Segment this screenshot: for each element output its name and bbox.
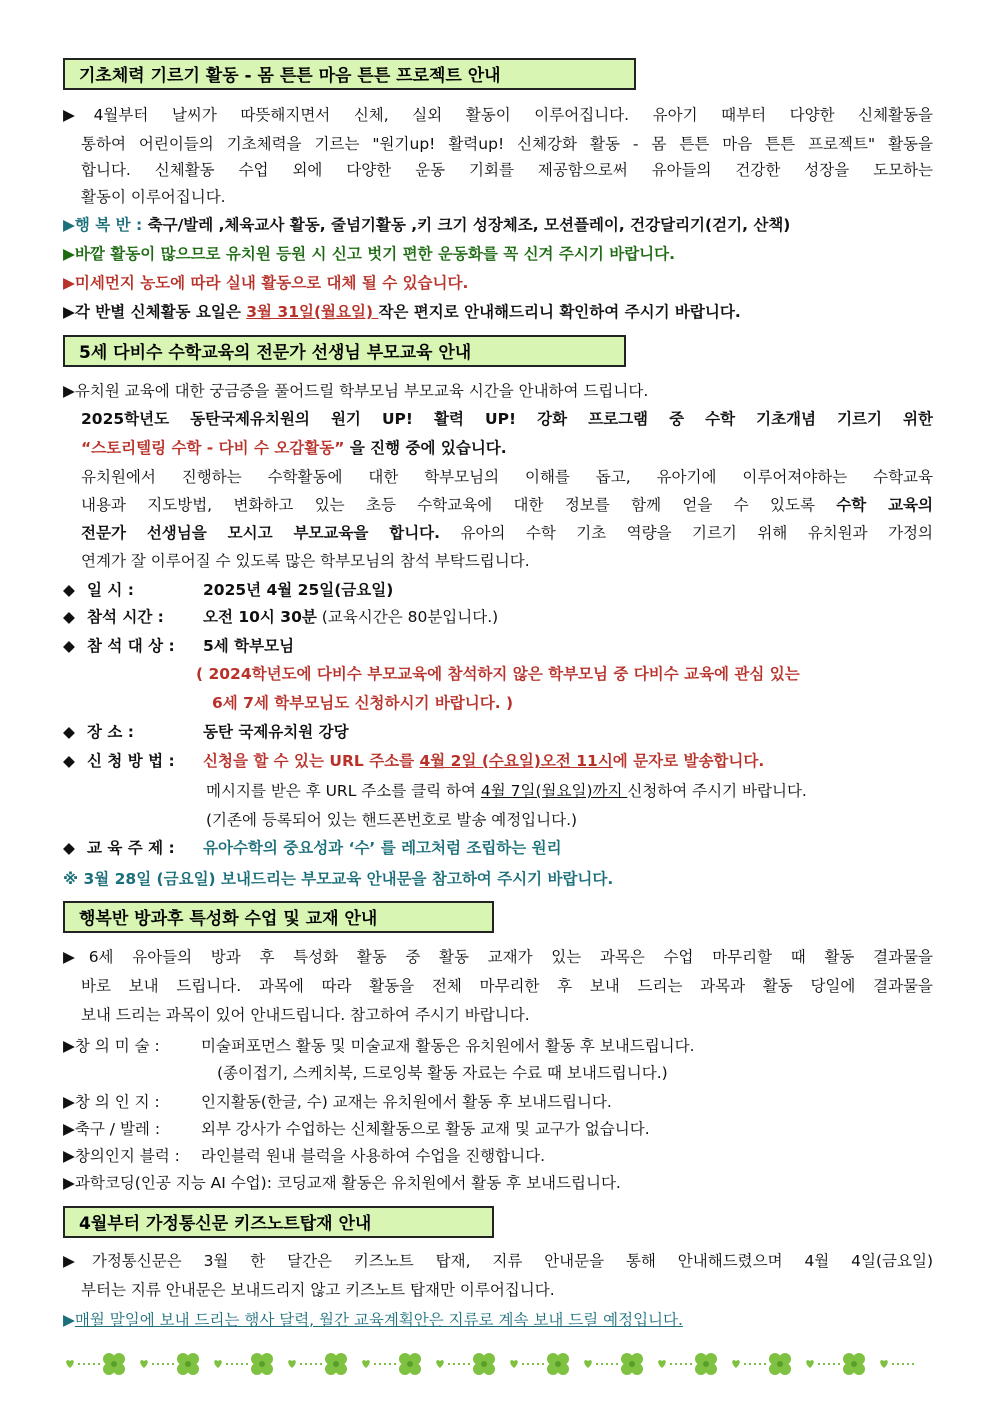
heart-icon xyxy=(658,1360,666,1368)
s2-time-value: 오전 10시 30분 xyxy=(203,608,317,626)
s2-program-line-2 xyxy=(81,433,951,463)
section-title-afterschool: 행복반 방과후 특성화 수업 및 교재 안내 xyxy=(63,901,494,933)
s2-apply-post: 에 문자로 발송합니다. xyxy=(612,752,765,770)
clover-icon xyxy=(251,1353,273,1375)
heart-icon xyxy=(66,1360,74,1368)
s2-place-value: 동탄 국제유치원 강당 xyxy=(203,723,349,741)
clover-icon xyxy=(621,1353,643,1375)
s3-para-line-3: 보내 드리는 과목이 있어 안내드립니다. 참고하여 주시기 바랍니다. xyxy=(81,1006,530,1024)
s2-program-name: “스토리텔링 수학 - 다비 수 오감활동” xyxy=(81,439,345,457)
s2-time-label: 참석 시간 : xyxy=(87,608,164,626)
heart-icon xyxy=(510,1360,518,1368)
s2-program-post: 을 진행 중에 있습니다. xyxy=(344,439,507,457)
s3-block-value: 라인블럭 원내 블럭을 사용하여 수업을 진행합니다. xyxy=(201,1147,545,1165)
s2-apply2-pre: 메시지를 받은 후 URL 주소를 클릭 하여 xyxy=(206,782,481,800)
s3-row-block xyxy=(63,1141,933,1171)
s2-program-line: 2025학년도 동탄국제유치원의 원기 UP! 활력 UP! 강화 프로그램 중 수학 기초개념 기르기 위한 xyxy=(81,410,933,428)
s1-para-line-3: 합니다. 신체활동 수업 외에 다양한 운동 기회를 제공함으로써 유아들의 건강한 성장을 도모하는 xyxy=(81,161,933,179)
s1-bullet-shoes: ▶바깥 활동이 많으므로 유치원 등원 시 신고 벗기 편한 운동화를 꼭 신겨 주시기 바랍니다. xyxy=(63,245,676,263)
diamond-bullet-icon: ◆ xyxy=(63,581,75,599)
clover-icon xyxy=(695,1353,717,1375)
section-title-parent-education: 5세 다비수 수학교육의 전문가 선생님 부모교육 안내 xyxy=(63,335,626,367)
s3-art-note: (종이접기, 스케치북, 드로잉북 활동 자료는 수료 때 보내드립니다.) xyxy=(217,1064,668,1082)
s2-topic-label: 교 육 주 제 : xyxy=(87,839,175,857)
s2-date-value: 2025년 4월 25일(금요일) xyxy=(203,581,394,599)
heart-icon xyxy=(880,1360,888,1368)
s3-block-label: ▶창의인지 블럭 : xyxy=(63,1147,180,1165)
s1-para-line-1: ▶4월부터 날씨가 따뜻해지면서 신체, 실외 활동이 이루어집니다. 유아기 때부터 다양한 신체활동을 xyxy=(63,106,933,124)
diamond-bullet-icon: ◆ xyxy=(63,752,75,770)
s3-para-line-1: ▶6세 유아들의 방과 후 특성화 활동 중 활동 교재가 있는 과목은 수업 마무리할 때 활동 결과물을 xyxy=(63,948,933,966)
s1-bullet-dust: ▶미세먼지 농도에 따라 실내 활동으로 대체 될 수 있습니다. xyxy=(63,274,469,292)
s1-bullet-class xyxy=(63,210,933,240)
s3-row-coding: ▶과학코딩(인공 지능 AI 수업): 코딩교재 활동은 유치원에서 활동 후 보내드립니다. xyxy=(63,1174,621,1192)
section-title-kidsnote: 4월부터 가정통신문 키즈노트탑재 안내 xyxy=(63,1206,494,1238)
s2-time-note: (교육시간은 80분입니다.) xyxy=(316,608,499,626)
s2-apply2-post: 신청하여 주시기 바랍니다. xyxy=(627,782,807,800)
s2-para-line-2 xyxy=(81,490,933,520)
s3-para-line-2: 바로 보내 드립니다. 과목에 따라 활동을 전체 마무리한 후 보내 드리는 과목과 활동 당일에 결과물을 xyxy=(81,977,933,995)
s2-target-note-1: ( 2024학년도에 다비수 부모교육에 참석하지 않은 학부모님 중 다비수 교육에 관심 있는 xyxy=(196,665,800,683)
s2-topic-value: 유아수학의 중요성과 ‘수’ 를 레고처럼 조립하는 원리 xyxy=(203,839,562,857)
diamond-bullet-icon: ◆ xyxy=(63,839,75,857)
s3-sports-label: ▶축구 / 발레 : xyxy=(63,1120,161,1138)
s1-para-line-2: 통하여 어린이들의 기초체력을 기르는 "원기up! 활력up! 신체강화 활동 - 몸 튼튼 마음 튼튼 프로젝트" 활동을 xyxy=(81,135,933,153)
s1-schedule-date: 3월 31일(월요일) xyxy=(246,303,379,321)
s1-para-line-4: 활동이 이루어집니다. xyxy=(81,188,226,206)
s2-apply-row-3: (기존에 등록되어 있는 핸드폰번호로 발송 예정입니다.) xyxy=(206,811,578,829)
heart-icon xyxy=(140,1360,148,1368)
s3-art-label: ▶창 의 미 술 : xyxy=(63,1037,160,1055)
s2-target-note-2: 6세 7세 학부모님도 신청하시기 바랍니다. ) xyxy=(212,694,514,712)
s1-class-label: 행 복 반 : xyxy=(74,216,148,234)
s2-para-line-1: 유치원에서 진행하는 수학활동에 대한 학부모님의 이해를 돕고, 유아기에 이루어져야하는 수학교육 xyxy=(81,468,933,486)
clover-border-decoration xyxy=(60,1346,940,1382)
s2-para-line-3-post: 유아의 수학 기초 역량을 기르기 위해 유치원과 가정의 xyxy=(440,524,933,542)
heart-icon xyxy=(288,1360,296,1368)
diamond-bullet-icon: ◆ xyxy=(63,723,75,741)
s1-bullet-marker: ▶ xyxy=(63,216,75,234)
s1-bullet-schedule xyxy=(63,297,933,327)
s2-date-row xyxy=(63,575,933,605)
s2-time-row xyxy=(63,602,933,632)
clover-icon xyxy=(843,1353,865,1375)
s2-target-label: 참 석 대 상 : xyxy=(87,637,175,655)
s2-reference-note: ※ 3월 28일 (금요일) 보내드리는 부모교육 안내문을 참고하여 주시기 바랍니다. xyxy=(63,870,614,888)
diamond-bullet-icon: ◆ xyxy=(63,608,75,626)
s2-date-label: 일 시 : xyxy=(87,581,134,599)
clover-icon xyxy=(399,1353,421,1375)
s2-place-row xyxy=(63,717,933,747)
clover-icon xyxy=(177,1353,199,1375)
s2-apply-pre: 신청을 할 수 있는 URL 주소를 xyxy=(203,752,420,770)
s2-apply-date: 4월 2일 (수요일)오전 11시 xyxy=(419,752,613,770)
s2-target-value: 5세 학부모님 xyxy=(203,637,295,655)
s3-row-sports xyxy=(63,1114,933,1144)
s2-place-label: 장 소 : xyxy=(87,723,134,741)
diamond-bullet-icon: ◆ xyxy=(63,637,75,655)
heart-icon xyxy=(436,1360,444,1368)
s2-para-line-4: 연계가 잘 이루어질 수 있도록 많은 학부모님의 참석 부탁드립니다. xyxy=(81,552,530,570)
s4-monthly-text: 매월 말일에 보내 드리는 행사 달력, 월간 교육계획안은 지류로 계속 보내 드릴 예정입니다. xyxy=(74,1311,683,1329)
s2-intro: ▶유치원 교육에 대한 궁금증을 풀어드릴 학부모님 부모교육 시간을 안내하여 드립니다. xyxy=(63,382,649,400)
clover-icon xyxy=(473,1353,495,1375)
clover-icon xyxy=(769,1353,791,1375)
s4-monthly-note xyxy=(63,1305,933,1335)
s4-para-line-1: ▶가정통신문은 3월 한 달간은 키즈노트 탑재, 지류 안내문을 통해 안내해드렸으며 4월 4일(금요일) xyxy=(63,1252,933,1270)
s3-cognition-label: ▶창 의 인 지 : xyxy=(63,1093,160,1111)
s2-para-line-2-bold: 수학 교육의 xyxy=(836,496,933,514)
heart-icon xyxy=(732,1360,740,1368)
s2-para-line-3 xyxy=(81,518,933,548)
clover-icon xyxy=(103,1353,125,1375)
s2-para-line-2-pre: 내용과 지도방법, 변화하고 있는 초등 수학교육에 대한 정보를 함께 얻을 수 있도록 xyxy=(81,496,837,514)
s1-class-activities: 축구/발레 ,체육교사 활동, 줄넘기활동 ,키 크기 성장체조, 모션플레이, 건강달리기(걷기, 산책) xyxy=(147,216,791,234)
s3-row-cognition xyxy=(63,1087,933,1117)
s3-row-art xyxy=(63,1031,933,1061)
heart-icon xyxy=(214,1360,222,1368)
s3-sports-value: 외부 강사가 수업하는 신체활동으로 활동 교재 및 교구가 없습니다. xyxy=(201,1120,650,1138)
s3-cognition-value: 인지활동(한글, 수) 교재는 유치원에서 활동 후 보내드립니다. xyxy=(201,1093,612,1111)
s2-apply-row xyxy=(63,746,933,776)
s3-art-value: 미술퍼포먼스 활동 및 미술교재 활동은 유치원에서 활동 후 보내드립니다. xyxy=(201,1037,695,1055)
section-title-physical: 기초체력 기르기 활동 - 몸 튼튼 마음 튼튼 프로젝트 안내 xyxy=(63,58,636,90)
s2-apply-label: 신 청 방 법 : xyxy=(87,752,175,770)
s2-para-line-3-bold: 전문가 선생님을 모시고 부모교육을 합니다. xyxy=(81,524,441,542)
heart-icon xyxy=(362,1360,370,1368)
s2-apply2-date: 4월 7일(월요일)까지 xyxy=(480,782,628,800)
s1-schedule-post: 작은 편지로 안내해드리니 확인하여 주시기 바랍니다. xyxy=(378,303,741,321)
clover-icon xyxy=(547,1353,569,1375)
s4-para-line-2: 부터는 지류 안내문은 보내드리지 않고 키즈노트 탑재만 이루어집니다. xyxy=(81,1281,555,1299)
s2-apply-row-2 xyxy=(206,776,992,806)
s4-monthly-marker: ▶ xyxy=(63,1311,75,1329)
clover-icon xyxy=(325,1353,347,1375)
s1-schedule-pre: ▶각 반별 신체활동 요일은 xyxy=(63,303,247,321)
s2-target-row xyxy=(63,631,933,661)
heart-icon xyxy=(806,1360,814,1368)
s2-topic-row xyxy=(63,833,933,863)
heart-icon xyxy=(584,1360,592,1368)
